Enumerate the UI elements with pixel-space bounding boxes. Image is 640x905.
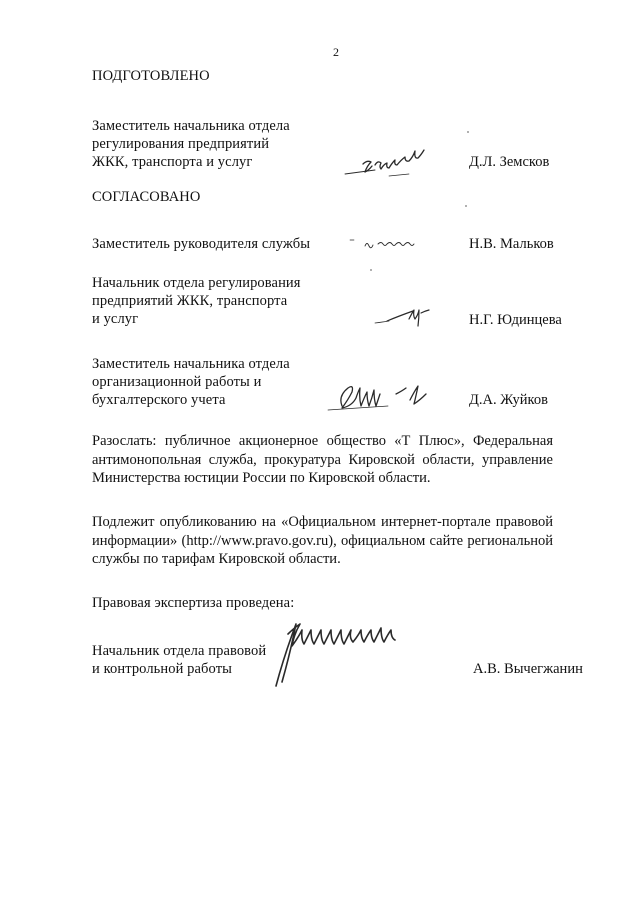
- legal-position-line-2: и контрольной работы: [92, 661, 232, 677]
- agreed-3-position-line-1: Заместитель начальника отдела: [92, 356, 290, 372]
- agreed-1-position-line-1: Заместитель руководителя службы: [92, 236, 311, 252]
- prepared-position-line-3: ЖКК, транспорта и услуг: [92, 154, 253, 170]
- legal-position-line-1: Начальник отдела правовой: [92, 643, 267, 659]
- signature-malkov: [330, 228, 450, 258]
- agreed-2-position-line-2: предприятий ЖКК, транспорта: [92, 293, 288, 309]
- legal-signer-name: А.В. Вычегжанин: [473, 661, 583, 677]
- legal-review-note: Правовая экспертиза проведена:: [92, 595, 295, 611]
- page-number: 2: [333, 45, 340, 59]
- signature-zhuikov: [318, 372, 458, 422]
- publication-paragraph: Подлежит опубликованию на «Официальном интернет-портале правовой информации» (http://www.pravo.gov.ru), официальном сайте региональной службы по тарифам Кировской области.: [92, 514, 553, 567]
- distribution-paragraph: Разослать: публичное акционерное общество «Т Плюс», Федеральная антимонопольная служба, прокуратура Кировской области, управление Министерства юстиции России по Кировской области.: [92, 433, 553, 486]
- agreed-3-position-line-3: бухгалтерского учета: [92, 392, 226, 408]
- signature-vychegzhanin: [262, 612, 437, 692]
- signature-zemskov: [335, 140, 455, 185]
- agreed-2-position-line-3: и услуг: [92, 311, 139, 327]
- signature-yudintseva: [365, 295, 455, 335]
- agreed-heading: СОГЛАСОВАНО: [92, 189, 201, 205]
- prepared-heading: ПОДГОТОВЛЕНО: [92, 68, 210, 84]
- prepared-position-line-1: Заместитель начальника отдела: [92, 118, 290, 134]
- agreed-2-position-line-1: Начальник отдела регулирования: [92, 275, 301, 291]
- prepared-signer-name: Д.Л. Земсков: [469, 154, 550, 170]
- agreed-2-signer-name: Н.Г. Юдинцева: [469, 312, 562, 328]
- prepared-position-line-2: регулирования предприятий: [92, 136, 270, 152]
- agreed-1-signer-name: Н.В. Мальков: [469, 236, 554, 252]
- agreed-3-position-line-2: организационной работы и: [92, 374, 262, 390]
- agreed-3-signer-name: Д.А. Жуйков: [469, 392, 548, 408]
